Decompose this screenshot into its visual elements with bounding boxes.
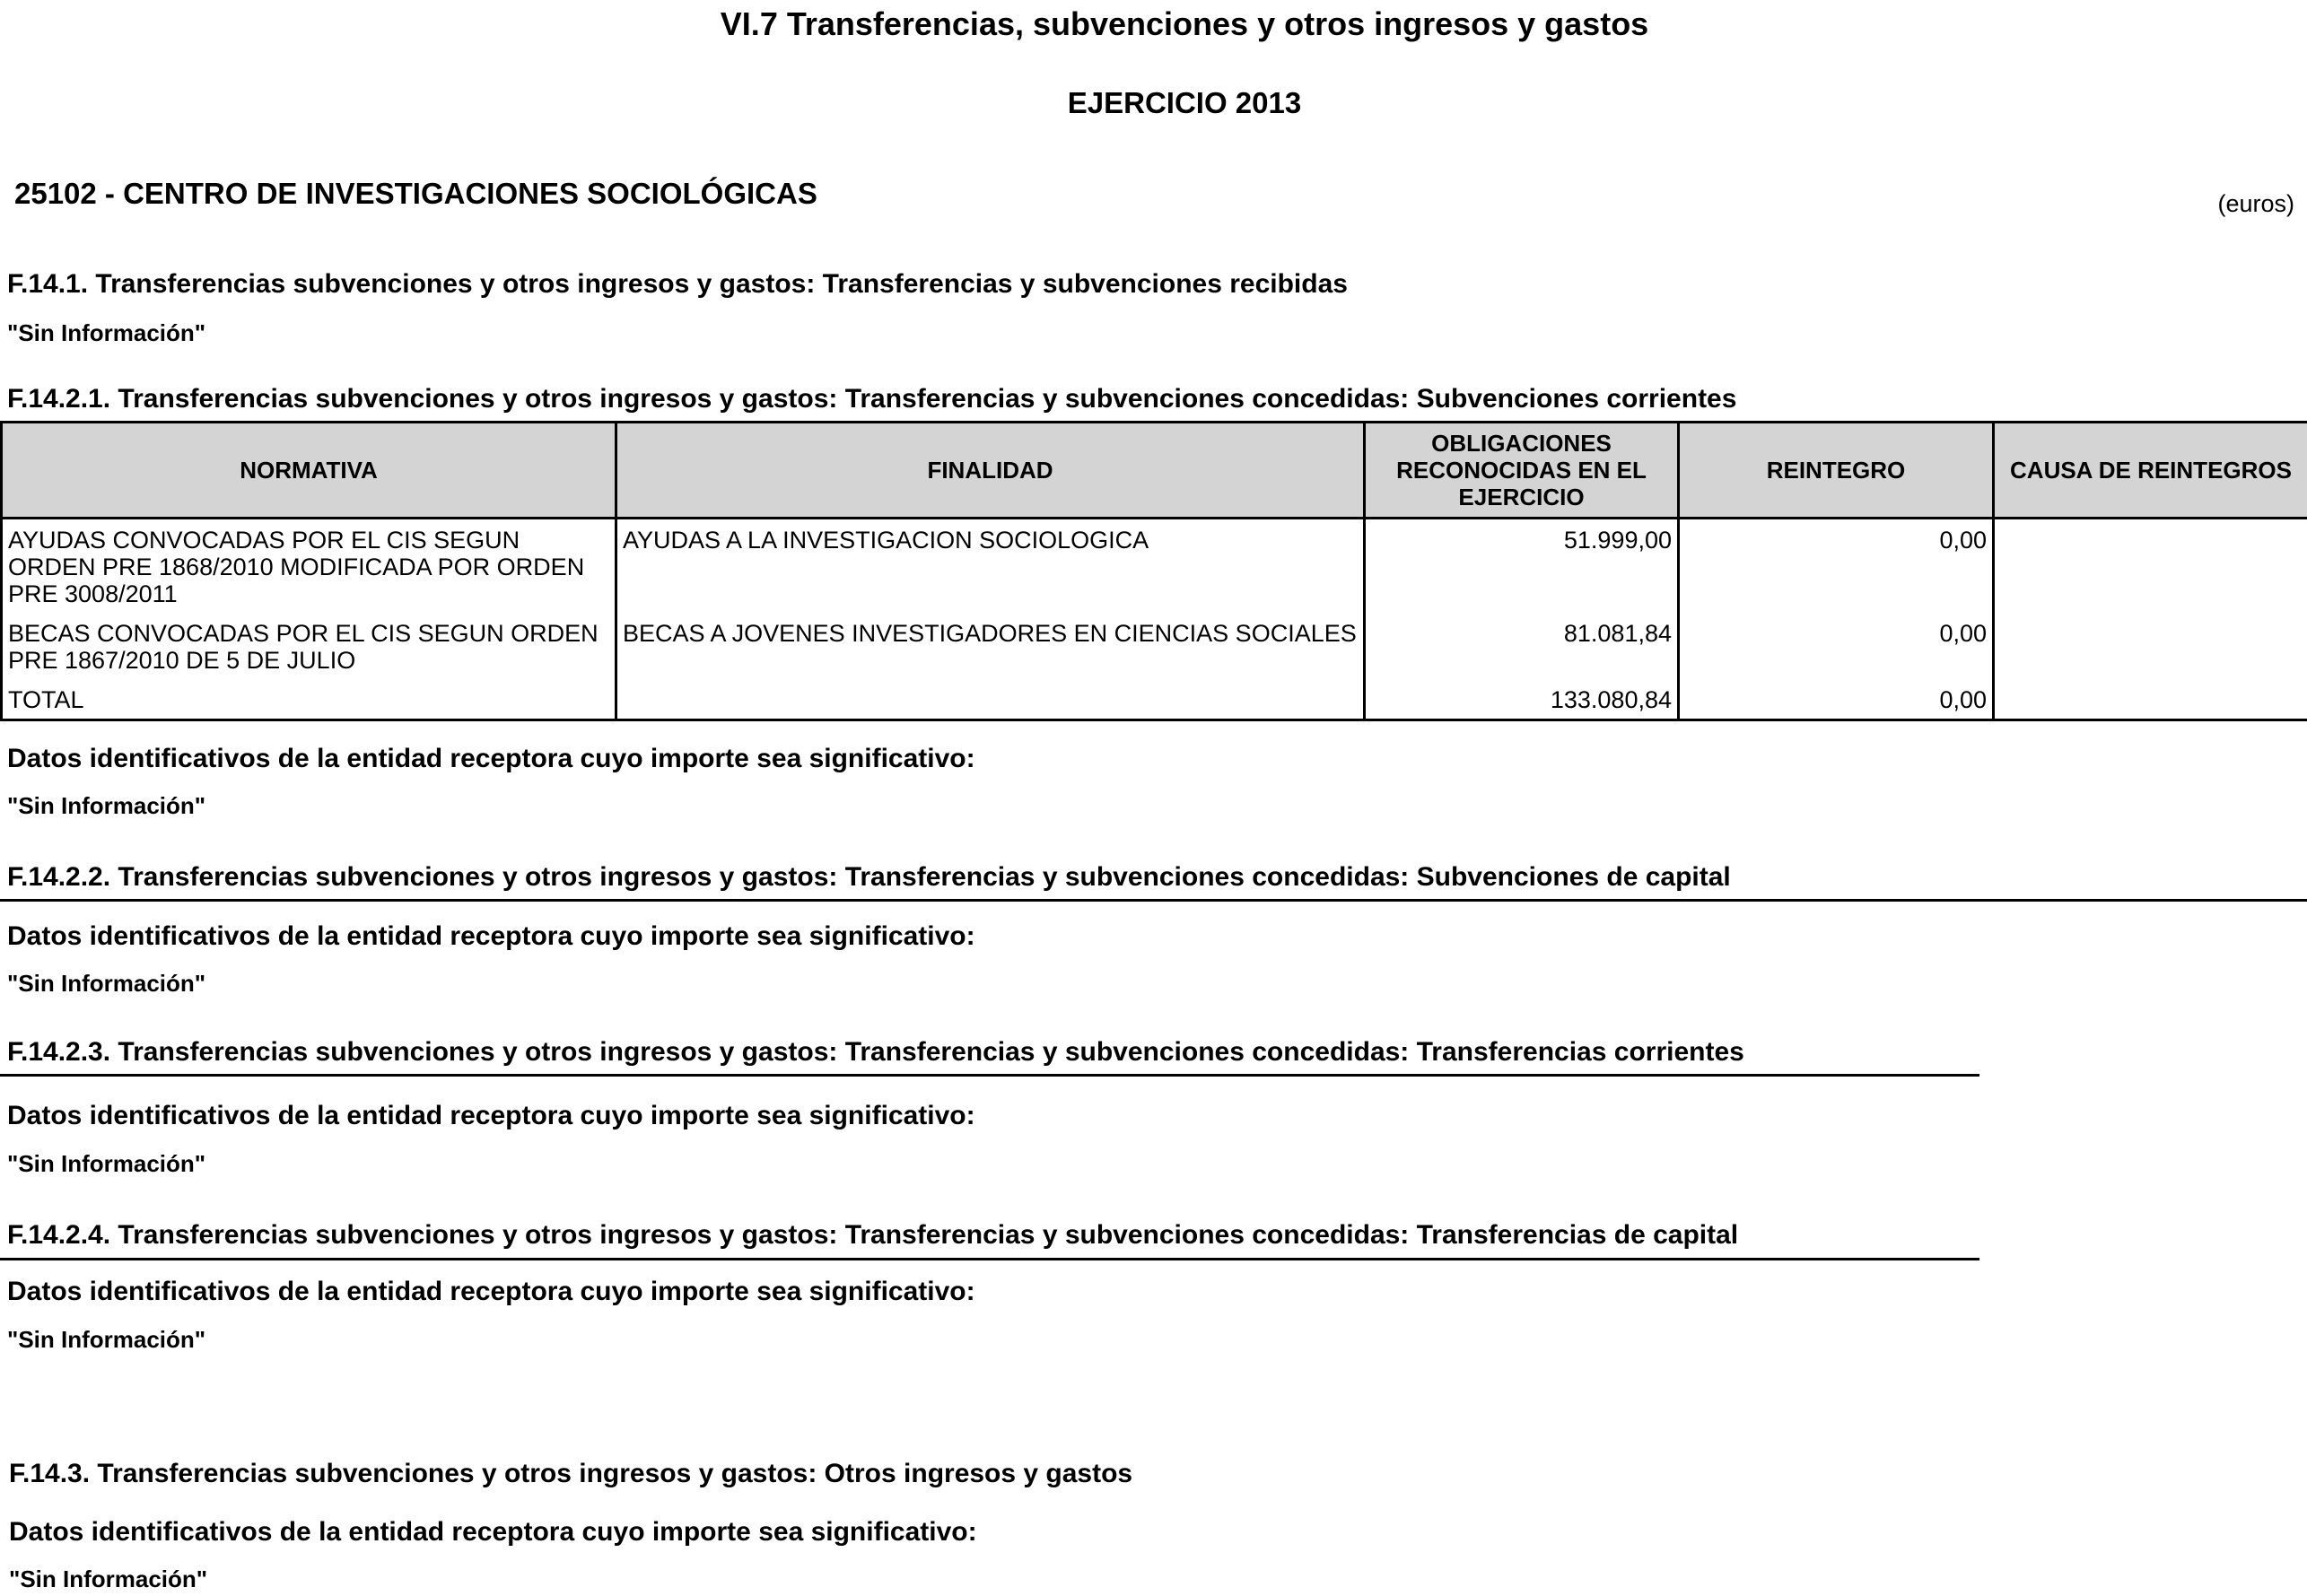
cell-finalidad: [616, 679, 1365, 720]
table-total-row: [2, 679, 2307, 720]
section-note-f141: "Sin Información": [7, 319, 206, 346]
cell-causa-reintegros: [1994, 679, 2307, 720]
cell-causa-reintegros: [1994, 519, 2307, 614]
section-note-f1421: "Sin Información": [7, 792, 206, 819]
cell-causa-reintegros: [1994, 613, 2307, 679]
cell-reintegro: 0,00: [1679, 613, 1994, 679]
section-note-f1424: "Sin Información": [7, 1326, 206, 1353]
cell-obligaciones: 133.080,84: [1365, 679, 1679, 720]
section-title-f1422: F.14.2.2. Transferencias subvenciones y otros ingresos y gastos: Transferencias y subvenciones concedidas: Subvenciones de capital: [7, 862, 1731, 892]
receptor-label-f1423: Datos identificativos de la entidad receptora cuyo importe sea significativo:: [7, 1101, 975, 1130]
table-header-row: [2, 423, 2307, 519]
cell-normativa: AYUDAS CONVOCADAS POR EL CIS SEGUN ORDEN PRE 1868/2010 MODIFICADA POR ORDEN PRE 3008/2011: [2, 519, 616, 614]
column-header-finalidad: FINALIDAD: [616, 423, 1365, 519]
cell-normativa: TOTAL: [2, 679, 616, 720]
subvenciones-corrientes-table: [0, 421, 2307, 721]
section-divider: [0, 1258, 1979, 1260]
receptor-label-f143: Datos identificativos de la entidad receptora cuyo importe sea significativo:: [9, 1517, 977, 1547]
section-title-f141: F.14.1. Transferencias subvenciones y otros ingresos y gastos: Transferencias y subvenciones recibidas: [7, 269, 1348, 299]
column-header-causa-reintegros: CAUSA DE REINTEGROS: [1994, 423, 2307, 519]
section-title-f1423: F.14.2.3. Transferencias subvenciones y otros ingresos y gastos: Transferencias y subvenciones concedidas: Transferencias corrientes: [7, 1037, 1744, 1067]
section-note-f143: "Sin Información": [9, 1565, 208, 1592]
units-label: (euros): [2217, 190, 2294, 217]
cell-obligaciones: 51.999,00: [1365, 519, 1679, 614]
table-row: [2, 519, 2307, 614]
cell-reintegro: 0,00: [1679, 679, 1994, 720]
receptor-label-f1421: Datos identificativos de la entidad receptora cuyo importe sea significativo:: [7, 744, 975, 773]
cell-normativa: BECAS CONVOCADAS POR EL CIS SEGUN ORDEN PRE 1867/2010 DE 5 DE JULIO: [2, 613, 616, 679]
table-row: [2, 613, 2307, 679]
entity-name: 25102 - CENTRO DE INVESTIGACIONES SOCIOLÓGICAS: [14, 177, 817, 210]
section-note-f1422: "Sin Información": [7, 970, 206, 997]
cell-reintegro: 0,00: [1679, 519, 1994, 614]
cell-obligaciones: 81.081,84: [1365, 613, 1679, 679]
section-title-f1424: F.14.2.4. Transferencias subvenciones y otros ingresos y gastos: Transferencias y subvenciones concedidas: Transferencias de capital: [7, 1220, 1739, 1250]
cell-finalidad: AYUDAS A LA INVESTIGACION SOCIOLOGICA: [616, 519, 1365, 614]
column-header-reintegro: REINTEGRO: [1679, 423, 1994, 519]
cell-finalidad: BECAS A JOVENES INVESTIGADORES EN CIENCIAS SOCIALES: [616, 613, 1365, 679]
section-divider: [0, 1074, 1979, 1077]
section-divider: [0, 899, 2307, 902]
section-title-f143: F.14.3. Transferencias subvenciones y otros ingresos y gastos: Otros ingresos y gastos: [9, 1459, 1133, 1488]
section-note-f1423: "Sin Información": [7, 1150, 206, 1177]
receptor-label-f1422: Datos identificativos de la entidad receptora cuyo importe sea significativo:: [7, 921, 975, 951]
section-title-f1421: F.14.2.1. Transferencias subvenciones y otros ingresos y gastos: Transferencias y subvenciones concedidas: Subvenciones corrientes: [7, 384, 1737, 414]
fiscal-year: EJERCICIO 2013: [1067, 86, 1302, 119]
page-title: VI.7 Transferencias, subvenciones y otros ingresos y gastos: [720, 5, 1649, 42]
receptor-label-f1424: Datos identificativos de la entidad receptora cuyo importe sea significativo:: [7, 1277, 975, 1306]
column-header-normativa: NORMATIVA: [2, 423, 616, 519]
column-header-obligaciones: OBLIGACIONES RECONOCIDAS EN EL EJERCICIO: [1365, 423, 1679, 519]
